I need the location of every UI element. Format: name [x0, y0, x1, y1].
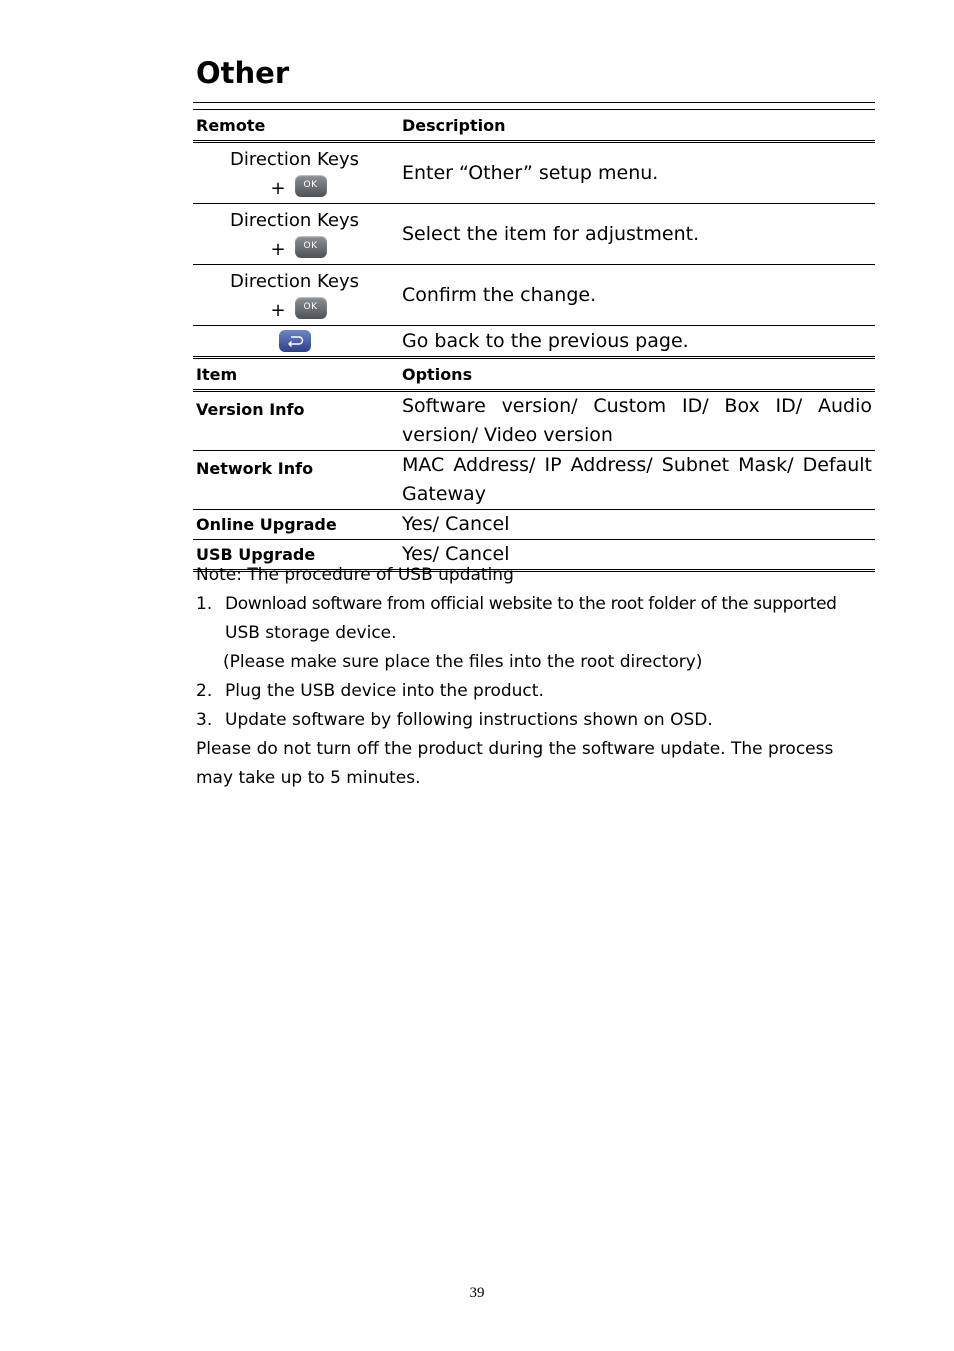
- page-number: 39: [469, 1285, 485, 1301]
- warning-text: may take up to 5 minutes.: [196, 768, 421, 788]
- usb-update-notes: [196, 561, 876, 793]
- item-online-upgrade: Online Upgrade: [193, 510, 396, 540]
- list-item: 1. Download software from official website to the root folder of the supported: [196, 594, 837, 614]
- item-usb-upgrade: USB Upgrade: [196, 545, 316, 564]
- item-network-info: Network Info: [193, 451, 396, 510]
- table-header-remote: [193, 110, 875, 141]
- options-line: Gateway: [402, 483, 486, 505]
- table-row: [193, 204, 875, 265]
- plus-sign: +: [270, 178, 286, 199]
- warning-text: Please do not turn off the product during the software update. The process: [196, 739, 834, 759]
- options-line: version/ Video version: [402, 424, 613, 446]
- options-usb-upgrade: Yes/ Cancel: [402, 543, 510, 565]
- row-description: Go back to the previous page.: [402, 330, 689, 352]
- plus-sign: +: [270, 300, 286, 321]
- row-description: Select the item for adjustment.: [396, 204, 875, 265]
- table-row: [193, 142, 875, 204]
- header-options: Options: [402, 364, 473, 384]
- direction-keys-label: Direction Keys: [229, 149, 360, 170]
- settings-table: [193, 102, 875, 572]
- ok-button-icon: OK: [295, 297, 327, 319]
- header-item: Item: [196, 364, 238, 384]
- ok-button-icon: OK: [295, 236, 327, 258]
- direction-keys-label: Direction Keys: [229, 210, 360, 231]
- options-line: Software version/ Custom ID/ Box ID/ Audio: [402, 395, 872, 417]
- options-online-upgrade: Yes/ Cancel: [396, 510, 875, 540]
- row-description: Enter “Other” setup menu.: [396, 142, 875, 204]
- direction-keys-label: Direction Keys: [229, 271, 360, 292]
- table-row: [193, 451, 875, 510]
- table-row: [193, 391, 875, 451]
- row-description: Confirm the change.: [396, 265, 875, 326]
- list-item: 2. Plug the USB device into the product.: [196, 681, 544, 701]
- list-item: 3. Update software by following instructions shown on OSD.: [196, 710, 713, 730]
- table-row: [193, 265, 875, 326]
- header-description: Description: [402, 115, 506, 135]
- plus-sign: +: [270, 239, 286, 260]
- table-row: [193, 510, 875, 540]
- page-title: Other: [196, 56, 290, 90]
- table-row: [193, 326, 875, 357]
- back-icon: [279, 330, 311, 352]
- header-remote: Remote: [196, 115, 266, 135]
- note-intro: Note: The procedure of USB updating: [196, 565, 514, 585]
- ok-button-icon: OK: [295, 175, 327, 197]
- list-item-continuation: USB storage device.: [225, 623, 397, 643]
- options-line: MAC Address/ IP Address/ Subnet Mask/ Default: [402, 454, 872, 476]
- item-version-info: Version Info: [193, 391, 396, 451]
- list-item-subnote: (Please make sure place the files into the root directory): [223, 652, 703, 672]
- table-header-item: [193, 358, 875, 390]
